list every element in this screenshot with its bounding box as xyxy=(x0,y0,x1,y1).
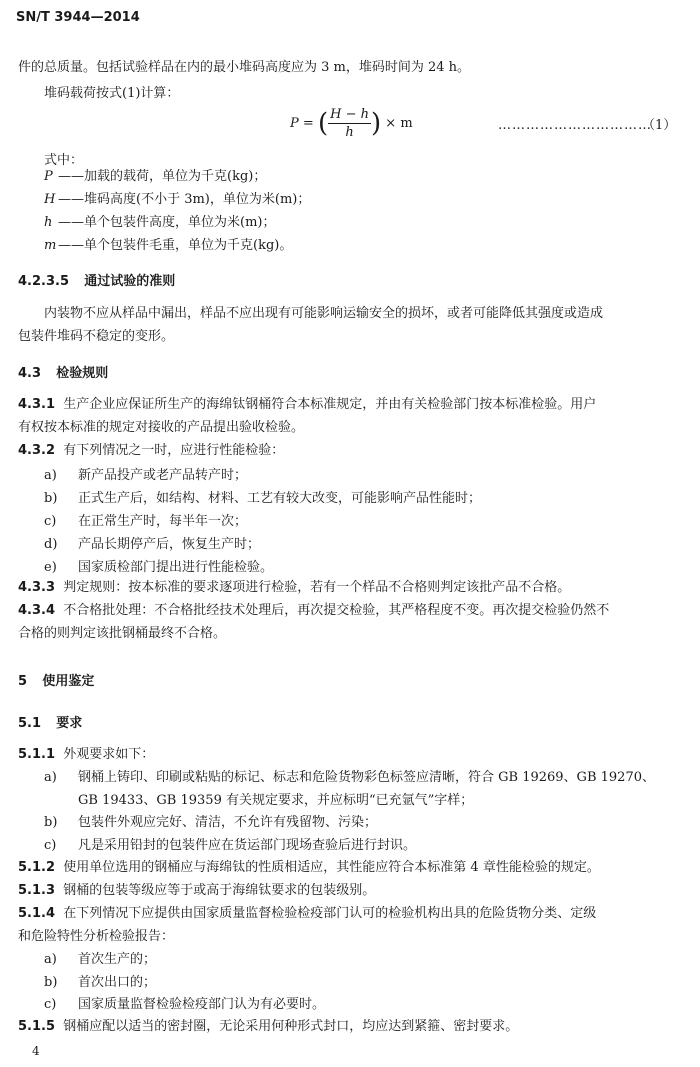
legend-symbol: H xyxy=(44,192,56,207)
list-marker: d) xyxy=(44,537,58,552)
list-text: 国家质量监督检验检疫部门认为有必要时。 xyxy=(78,997,326,1012)
list-text: 包装件外观应完好、清洁，不允许有残留物、污染； xyxy=(78,815,378,830)
formula-number: （1） xyxy=(642,118,677,133)
list-marker: a) xyxy=(44,952,57,967)
legend-text: ——单个包装件高度，单位为米(m)； xyxy=(58,215,276,230)
clause: 5.1.4 在下列情况下应提供由国家质量监督检验检疫部门认可的检验机构出具的危险货物分类、定级 xyxy=(18,906,597,921)
section-heading: 5.1 要求 xyxy=(18,716,83,731)
list-marker: c) xyxy=(44,837,57,853)
section-heading: 5 使用鉴定 xyxy=(18,674,95,689)
list-item xyxy=(44,556,481,579)
list-item xyxy=(44,464,481,487)
clause: 4.3.1 生产企业应保证所生产的海绵钛钢桶符合本标准规定，并由有关检验部门按本标准检验。用户 xyxy=(18,397,597,412)
list-text: 凡是采用铅封的包装件应在货运部门现场查验后进行封识。 xyxy=(78,837,417,853)
list-text: 国家质检部门提出进行性能检验。 xyxy=(78,560,274,575)
list-text: 正式生产后，如结构、材料、工艺有较大改变，可能影响产品性能时； xyxy=(78,491,482,506)
list-item xyxy=(44,533,481,556)
list-text: 在正常生产时，每半年一次； xyxy=(78,514,248,529)
page-number: 4 xyxy=(32,1044,40,1058)
legend-symbol: h xyxy=(44,215,53,230)
list-item xyxy=(44,949,325,972)
list-item xyxy=(44,972,325,995)
list-item xyxy=(44,994,325,1017)
list-marker: c) xyxy=(44,997,57,1012)
list-item xyxy=(44,510,481,533)
section-heading: 4.2.3.5 通过试验的准则 xyxy=(18,274,176,289)
legend-heading: 式中： xyxy=(44,153,84,168)
formula-fraction: $\frac{H - h}{h}$ xyxy=(330,107,369,140)
paragraph-line: 合格的则判定该批钢桶最终不合格。 xyxy=(18,626,227,641)
legend-text: ——堆码高度(不小于 3m)，单位为米(m)； xyxy=(58,192,311,207)
document-code: SN/T 3944—2014 xyxy=(16,10,140,25)
legend-text: ——加载的载荷，单位为千克(kg)； xyxy=(58,169,267,184)
legend-list xyxy=(44,165,310,257)
list-marker: b) xyxy=(44,974,58,990)
paragraph-line: 件的总质量。包括试验样品在内的最小堆码高度应为 3 m，堆码时间为 24 h。 xyxy=(18,60,471,75)
paragraph-line: 内装物不应从样品中漏出，样品不应出现有可能影响运输安全的损坏，或者可能降低其强度或造成 xyxy=(44,306,604,321)
paragraph-line: 有权按本标准的规定对接收的产品提出验收检验。 xyxy=(18,420,305,435)
formula-times: × m xyxy=(385,116,413,131)
legend-item xyxy=(44,165,310,188)
legend-text: ——单个包装件毛重，单位为千克(kg)。 xyxy=(58,238,293,253)
list-514 xyxy=(44,949,325,1017)
list-text: 新产品投产或老产品转产时； xyxy=(78,468,248,483)
legend-item xyxy=(44,211,310,234)
paragraph-line: 包装件堆码不稳定的变形。 xyxy=(18,329,175,344)
list-text: GB 19433、GB 19359 有关规定要求，并应标明“已充氩气”字样； xyxy=(78,792,474,808)
list-item xyxy=(44,835,655,858)
list-marker: e) xyxy=(44,560,57,575)
clause: 4.3.2 有下列情况之一时，应进行性能检验： xyxy=(18,443,285,458)
list-marker: b) xyxy=(44,491,58,506)
clause: 5.1.5 钢桶应配以适当的密封圈，无论采用何种形式封口，均应达到紧箍、密封要求。 xyxy=(18,1019,519,1034)
list-item xyxy=(44,767,655,790)
list-item xyxy=(44,487,481,510)
clause: 4.3.3 判定规则：按本标准的要求逐项进行检验，若有一个样品不合格则判定该批产品不合格。 xyxy=(18,580,571,595)
legend-item xyxy=(44,188,310,211)
paragraph-line: 堆码载荷按式(1)计算： xyxy=(44,86,180,101)
list-item xyxy=(44,790,655,813)
paragraph-line: 和危险特性分析检验报告： xyxy=(18,929,175,944)
list-text: 首次生产的； xyxy=(78,952,157,967)
list-text: 首次出口的； xyxy=(78,974,157,990)
section-heading: 4.3 检验规则 xyxy=(18,366,109,381)
list-marker: a) xyxy=(44,770,57,785)
list-marker: a) xyxy=(44,468,57,483)
legend-item xyxy=(44,234,310,257)
list-marker: b) xyxy=(44,815,58,830)
list-511 xyxy=(44,767,655,857)
list-marker: c) xyxy=(44,514,57,529)
clause: 5.1.1 外观要求如下： xyxy=(18,747,155,762)
formula-eq: = xyxy=(302,116,314,131)
list-item xyxy=(44,812,655,835)
legend-symbol: m xyxy=(44,238,57,253)
formula: P = ( $\frac{H - h}{h}$ ) × m xyxy=(290,107,413,140)
clause: 4.3.4 不合格批处理：不合格批经技术处理后，再次提交检验，其严格程度不变。再次提交检验仍然不 xyxy=(18,603,610,618)
list-432 xyxy=(44,464,481,579)
list-text: 钢桶上铸印、印刷或粘贴的标记、标志和危险货物彩色标签应清晰，符合 GB 19269、GB 19270、 xyxy=(78,770,655,785)
legend-symbol: P xyxy=(44,169,53,184)
clause: 5.1.3 钢桶的包装等级应等于或高于海绵钛要求的包装级别。 xyxy=(18,883,376,898)
formula-leader-dots: …………………………… xyxy=(498,118,652,133)
formula-P: P xyxy=(290,116,299,131)
clause: 5.1.2 使用单位选用的钢桶应与海绵钛的性质相适应，其性能应符合本标准第 4 章性能检验的规定。 xyxy=(18,860,600,875)
list-text: 产品长期停产后，恢复生产时； xyxy=(78,537,261,552)
